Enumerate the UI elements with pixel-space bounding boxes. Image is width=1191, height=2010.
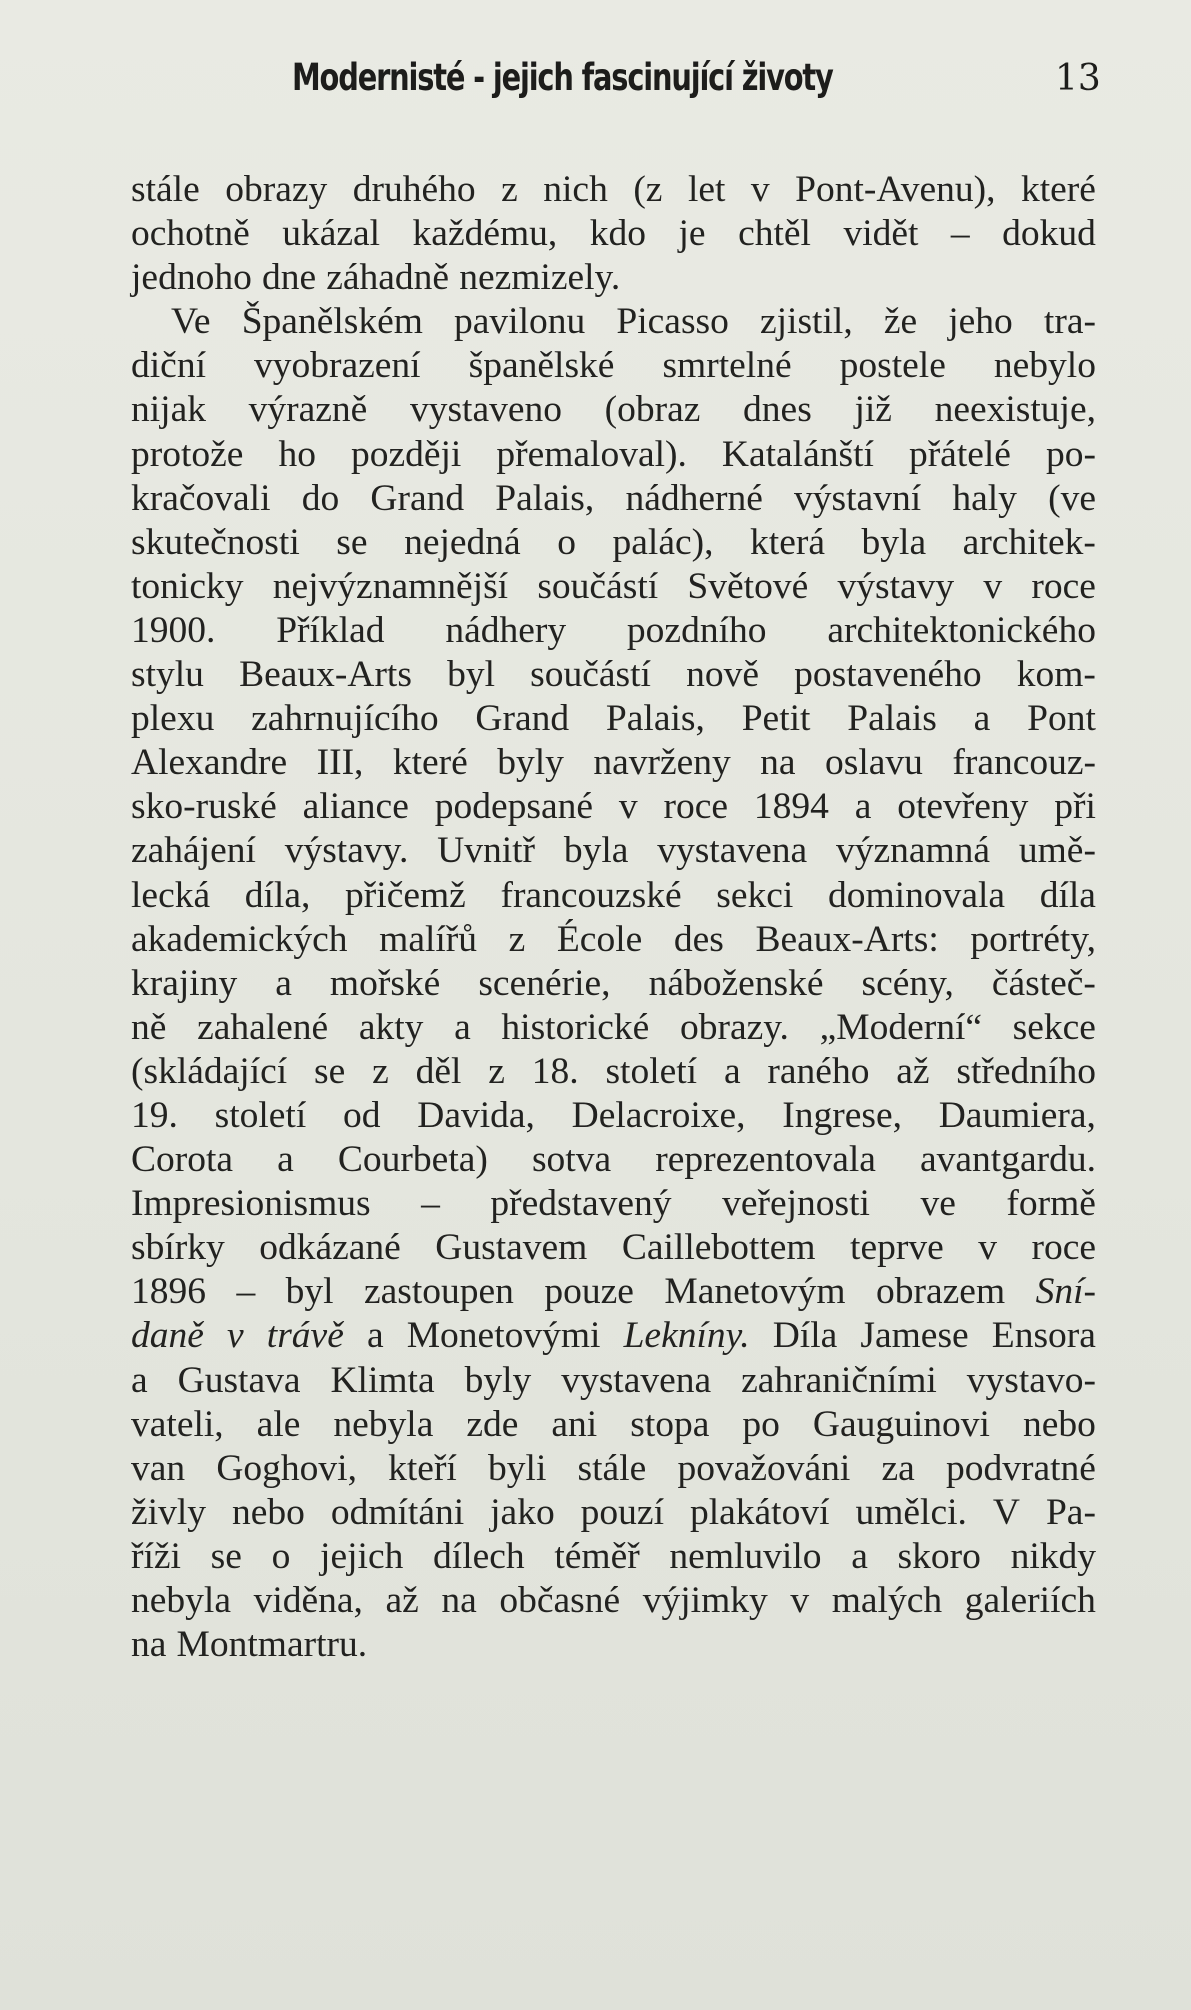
word: Katalánští [721,433,874,475]
word: a [454,1006,471,1048]
word: a [131,1359,148,1401]
body-text [131,168,1096,1667]
word: a [854,786,872,828]
running-title: Modernisté - jejich fascinující životy [292,56,833,99]
word: děl [415,1050,462,1092]
word: architektonického [827,609,1096,651]
word: trávě [266,1315,344,1357]
word: ho [278,433,316,475]
word: ně [131,1006,167,1048]
word: z [501,169,518,210]
word: Ensora [991,1315,1096,1357]
word: téměř [554,1535,640,1577]
word: Díla [772,1315,838,1357]
word: Daumiera, [938,1094,1096,1136]
word: 1894 [753,786,829,828]
word: formě [1006,1183,1096,1225]
word: o [271,1535,291,1577]
word: až [896,1050,930,1092]
word: století [605,1050,698,1092]
word: sko-ruské [131,786,277,828]
word: des [673,918,724,960]
word: scény, [861,962,954,1004]
word: aliance [302,786,409,828]
word: byli [488,1447,547,1489]
word: Impresionismus [131,1183,371,1225]
word: španělské [468,345,615,387]
word: reprezentovala [655,1139,876,1181]
word: Palais [847,698,937,740]
word: na [131,1624,167,1666]
word: přičemž [345,874,466,916]
word: „Moderní“ [819,1006,983,1048]
word: později [350,433,462,475]
word: pozdního [626,609,767,651]
word: nově [686,654,760,696]
word: živly [131,1491,206,1533]
word: zahrnujícího [251,698,439,740]
word: kdo [589,213,647,255]
word: malířů [379,918,478,960]
word: Jamese [860,1315,969,1357]
word: Alexandre [131,742,288,784]
word: částeč- [991,962,1096,1004]
word: V [992,1491,1020,1533]
word: galeriích [964,1580,1096,1621]
word: École [556,918,643,960]
text-line [131,609,1096,653]
word: Palais, [605,698,705,740]
word: sbírky [131,1227,225,1269]
word: byly [497,742,564,784]
word: zjistil, [759,301,853,343]
word: odkázané [259,1227,401,1269]
word: jejich [320,1535,404,1577]
word: ukázal [282,213,381,255]
word: dokud [1002,213,1096,255]
text-line [131,1314,1096,1358]
word: středního [956,1050,1096,1092]
word: náboženské [648,962,824,1004]
word: kom- [1016,654,1096,696]
word: vystavo- [966,1359,1096,1401]
word: Klimta [330,1359,435,1401]
word: 1900. [131,609,216,651]
word: zde [466,1403,519,1445]
word: francouz- [952,742,1096,784]
word: palác), [612,521,714,563]
word: Corota [131,1139,234,1181]
word: nádhery [445,609,567,651]
word: let [687,169,726,210]
word: a [275,962,292,1004]
word: Pont-Avenu), [795,169,996,210]
word: nádherné [625,477,763,519]
word: a [366,1315,384,1357]
word: nezmizely. [459,257,621,299]
word: Petit [741,698,811,740]
text-line [131,1094,1096,1138]
word: stále [131,169,200,210]
text-line [131,741,1096,785]
word: obrazy [225,169,328,210]
word: století [214,1094,307,1136]
word: ale [256,1403,301,1445]
word: v [750,169,770,210]
word: druhého [352,169,476,210]
word: scenérie, [478,962,611,1004]
word: obrazy. [679,1006,789,1048]
word: výjimky [642,1580,768,1621]
word: v [790,1580,810,1621]
word: na [441,1580,477,1621]
text-line [131,962,1096,1006]
word: považováni [677,1447,851,1489]
word: ochotně [131,213,250,255]
word: Monetovými [406,1315,601,1357]
word: byly [464,1359,532,1401]
word: dominovala [827,874,1006,916]
word: Palais, [495,477,595,519]
word: 19. [131,1094,178,1136]
word: občasné [499,1580,621,1621]
word: architek- [962,521,1096,563]
word: které [1020,169,1096,210]
word: (ve [1048,477,1096,519]
word: významná [835,830,991,872]
word: raného [767,1050,870,1092]
word: byla [563,830,629,872]
word: jako [490,1491,555,1533]
text-line [131,521,1096,565]
word: umě- [1018,830,1096,872]
word: po [742,1403,780,1445]
word: otevřeny [897,786,1029,828]
word: stále [577,1447,647,1489]
word: nebyla [333,1403,434,1445]
word: byla [861,521,927,563]
word: Příklad [276,609,385,651]
word: 18. [531,1050,579,1092]
word: díla [1039,874,1096,916]
word: roce [1031,1227,1096,1269]
word: kračovali [131,477,271,519]
word: Davida, [417,1094,535,1136]
text-line [131,256,1096,300]
text-line [131,388,1096,432]
word: odmítáni [330,1491,465,1533]
text-line [131,300,1096,344]
word: postele [839,345,946,387]
text-line [131,918,1096,962]
word: Ve [171,301,211,343]
word: výstavní [794,477,922,519]
page-number: 13 [1055,58,1101,99]
word: jednoho [131,257,252,299]
word: na [760,742,796,784]
word: sotva [531,1139,612,1181]
word: pavilonu [454,301,586,343]
word: portréty, [970,918,1096,960]
word: do [301,477,340,519]
word: van [131,1447,186,1489]
word: roce [663,786,728,828]
word: vystaveno [409,389,562,431]
word: plexu [131,698,215,740]
text-line [131,1182,1096,1226]
word: sekci [716,874,794,916]
word: z [508,918,526,960]
word: zastoupen [363,1271,514,1313]
word: Goghovi, [216,1447,357,1489]
text-line [131,1403,1096,1447]
word: od [343,1094,381,1136]
word: chtěl [738,213,811,255]
word: Gustava [177,1359,301,1401]
word: – [421,1183,440,1225]
word: říži [131,1535,181,1577]
word: z [488,1050,505,1092]
word: smrtelné [662,345,792,387]
word: protože [131,433,244,475]
text-line [131,212,1096,256]
word: dnes [743,389,812,431]
word: zahájení [131,830,256,872]
word: vateli, [131,1403,224,1445]
word: Sní- [1035,1271,1096,1313]
word: Pa- [1045,1491,1096,1533]
word: vystavena [657,830,808,872]
word: mořské [329,962,441,1004]
text-line [131,1623,1096,1667]
word: postaveného [794,654,982,696]
word: nemluvilo [669,1535,822,1577]
word: obrazem [876,1271,1006,1313]
text-line [131,1491,1096,1535]
word: diční [131,345,206,387]
word: Montmartru. [176,1624,368,1666]
word: o [557,521,576,563]
word: je [678,213,706,255]
word: Světové [687,565,809,607]
word: jeho [948,301,1013,343]
word: teprve [850,1227,944,1269]
word: zahalené [197,1006,329,1048]
word: nich [543,169,608,210]
word: nejvýznamnější [272,565,509,607]
word: krajiny [131,962,238,1004]
word: díla, [244,874,311,916]
word: Španělském [241,301,423,343]
word: stopa [630,1403,710,1445]
word: Grand [370,477,465,519]
word: (skládající [131,1050,288,1092]
word: skoro [897,1535,981,1577]
word: Caillebottem [621,1227,816,1269]
text-line [131,1535,1096,1579]
word: viděna, [253,1580,363,1621]
word: Picasso [616,301,729,343]
word: ve [920,1183,956,1225]
text-line [131,1447,1096,1491]
word: tonicky [131,565,244,607]
word: neexistuje, [934,389,1096,431]
word: Manetovým [664,1271,846,1313]
word: Courbeta) [337,1139,488,1181]
word: nijak [131,389,206,431]
word: sekce [1012,1006,1096,1048]
word: dne [261,257,317,299]
word: Gauguinovi [812,1403,990,1445]
word: akademických [131,918,348,960]
word: stylu [131,654,204,696]
word: součástí [537,565,659,607]
text-line [131,874,1096,918]
text-line [131,653,1096,697]
word: roce [1031,565,1096,607]
word: záhadně [326,257,450,299]
word: Gustavem [435,1227,588,1269]
word: která [750,521,825,563]
word: veřejnosti [722,1183,870,1225]
word: výstavy. [284,830,409,872]
word: oslavu [825,742,923,784]
text-line [131,433,1096,477]
word: francouzské [500,874,682,916]
word: historické [501,1006,650,1048]
word: se [210,1535,242,1577]
word: Beaux-Arts: [755,918,939,960]
text-line [131,565,1096,609]
word: haly [952,477,1017,519]
word: výrazně [248,389,368,431]
word: byl [285,1271,334,1313]
text-line [131,1579,1096,1623]
word: (obraz [604,389,701,431]
word: nebo [1022,1403,1096,1445]
word: podvratné [945,1447,1096,1489]
running-header [0,52,1191,112]
text-line [131,1050,1096,1094]
text-line [131,829,1096,873]
word: při [1054,786,1096,828]
text-line [131,1006,1096,1050]
word: vyobrazení [254,345,421,387]
word: lecká [131,874,211,916]
word: přátelé [908,433,1011,475]
word: plakátoví [689,1491,830,1533]
word: dílech [433,1535,525,1577]
word: navrženy [593,742,731,784]
word: vystavena [561,1359,712,1401]
word: (z [633,169,663,210]
text-line [131,1226,1096,1270]
word: zahraničními [741,1359,937,1401]
word: 1896 [131,1271,206,1313]
text-line [131,1138,1096,1182]
word: nebylo [993,345,1096,387]
word: Grand [475,698,570,740]
word: ani [551,1403,598,1445]
word: v [227,1315,244,1357]
word: nebo [231,1491,305,1533]
word: každému, [412,213,558,255]
word: se [314,1050,346,1092]
word: součástí [530,654,651,696]
word: daně [131,1315,204,1357]
word: v [983,565,1003,607]
word: nikdy [1010,1535,1096,1577]
word: vidět [843,213,919,255]
word: kteří [388,1447,457,1489]
word: akty [358,1006,424,1048]
word: pouzí [580,1491,664,1533]
word: III, [316,742,364,784]
text-line [131,785,1096,829]
word: nejedná [404,521,521,563]
text-line [131,344,1096,388]
word: výstavy [837,565,955,607]
word: za [881,1447,915,1489]
text-line [131,1359,1096,1403]
word: tra- [1043,301,1096,343]
word: že [883,301,918,343]
word: avantgardu. [920,1139,1096,1181]
word: podepsané [434,786,593,828]
word: a [973,698,991,740]
word: z [372,1050,389,1092]
word: Pont [1027,698,1096,740]
word: po- [1045,433,1096,475]
word: se [336,521,368,563]
word: umělci. [855,1491,967,1533]
word: skutečnosti [131,521,300,563]
word: a [851,1535,868,1577]
word: – [950,213,970,255]
text-line [131,168,1096,212]
word: pouze [544,1271,634,1313]
word: Lekníny. [623,1315,750,1357]
word: malých [831,1580,943,1621]
text-line [131,1270,1096,1314]
word: a [277,1139,294,1181]
word: až [385,1580,419,1621]
word: představený [490,1183,672,1225]
word: již [854,389,892,431]
word: a [723,1050,741,1092]
word: v [618,786,638,828]
word: v [978,1227,997,1269]
word: Uvnitř [437,830,536,872]
word: Delacroixe, [571,1094,746,1136]
text-line [131,697,1096,741]
word: byl [447,654,496,696]
word: Beaux-Arts [239,654,412,696]
word: které [392,742,468,784]
word: Ingrese, [782,1094,902,1136]
word: přemaloval). [496,433,687,475]
word: nebyla [131,1580,231,1621]
word: – [236,1271,256,1313]
text-line [131,477,1096,521]
